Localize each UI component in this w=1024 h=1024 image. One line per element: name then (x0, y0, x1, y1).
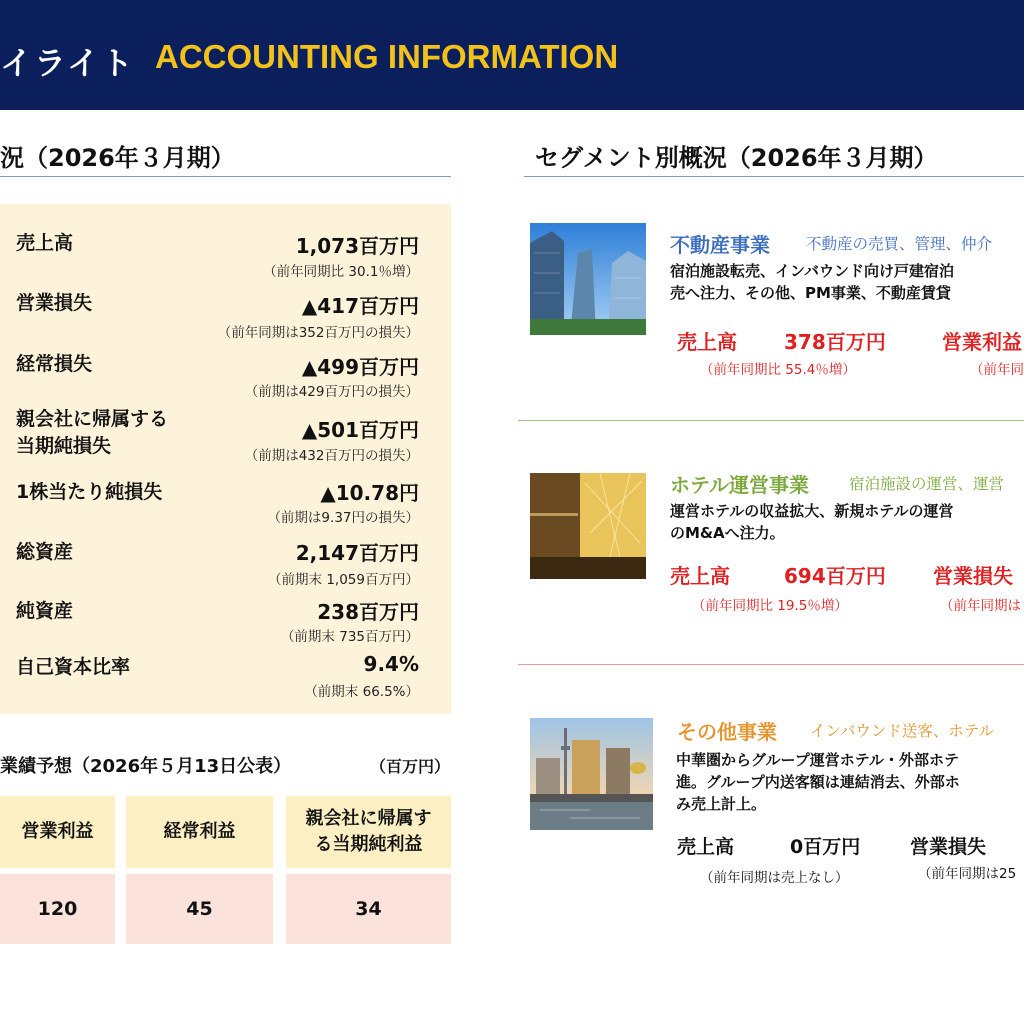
segment-other-sales-value: 0百万円 (790, 836, 861, 858)
row-equity-ratio-label: 自己資本比率 (16, 656, 131, 678)
segment-other-profit-note: （前年同期は25 (918, 866, 1017, 882)
row-operating-loss-label: 営業損失 (16, 292, 93, 314)
forecast-header-net (286, 796, 451, 868)
segment-other-sales-note: （前年同期は売上なし） (700, 870, 849, 886)
segment-divider-2 (518, 664, 1024, 665)
row-eps-label: 1株当たり純損失 (16, 481, 163, 503)
segment-real-estate-desc-line2: 売へ注力、その他、PM事業、不動産賃貸 (670, 284, 951, 302)
segment-hotel-sales-note: （前年同期比 19.5％増） (692, 598, 848, 614)
segment-hotel-subtitle: 宿泊施設の運営、運営 (849, 475, 1005, 493)
row-net-loss-label-2: 当期純損失 (16, 435, 112, 457)
segment-hotel-sales-label: 売上高 (670, 564, 730, 588)
forecast-header-net-line1: 親会社に帰属す (305, 808, 432, 829)
segment-real-estate-name: 不動産事業 (670, 233, 770, 257)
segment-other-desc-line3: み売上計上。 (676, 795, 767, 813)
segment-other-desc-line2: 進。グループ内送客額は連結消去、外部ホ (676, 773, 960, 791)
segment-real-estate-description (670, 260, 1024, 304)
segment-other-profit-label: 営業損失 (910, 836, 987, 858)
row-net-assets-label: 純資産 (16, 600, 74, 622)
row-sales-value: 1,073百万円 (295, 234, 419, 258)
summary-title-underline (0, 176, 451, 177)
row-eps-value: ▲10.78円 (320, 481, 419, 505)
segment-hotel-desc-line1: 運営ホテルの収益拡大、新規ホテルの運営 (670, 502, 954, 520)
row-operating-loss-value: ▲417百万円 (301, 294, 419, 318)
segment-real-estate-profit-label: 営業利益 (942, 330, 1022, 354)
segment-hotel-profit-note: （前年同期は (940, 598, 1021, 614)
forecast-header-operating-label: 営業利益 (21, 821, 94, 842)
row-sales-note: （前年同期比 30.1％増） (263, 264, 419, 280)
other-business-photo (530, 718, 653, 830)
row-operating-loss-note: （前年同期は352百万円の損失） (217, 325, 419, 341)
row-sales-label: 売上高 (16, 232, 74, 254)
segment-hotel-sales-value: 694百万円 (784, 564, 886, 588)
segments-title: セグメント別概況（2026年３月期） (535, 144, 938, 172)
segment-other-sales-label: 売上高 (677, 836, 735, 858)
forecast-title: 業績予想（2026年５月13日公表） (0, 756, 292, 777)
row-ordinary-loss-note: （前期は429百万円の損失） (244, 384, 419, 400)
forecast-header-ordinary (126, 796, 273, 868)
header-title-en: ACCOUNTING INFORMATION (155, 38, 619, 75)
row-net-assets-note: （前期末 735百万円） (280, 629, 419, 645)
row-net-assets-value: 238百万円 (317, 600, 419, 624)
forecast-value-ordinary: 45 (126, 874, 273, 944)
row-total-assets-label: 総資産 (16, 541, 74, 563)
forecast-unit: （百万円） (369, 757, 450, 776)
forecast-header-ordinary-label: 経常利益 (163, 821, 236, 842)
row-eps-note: （前期は9.37円の損失） (267, 510, 419, 526)
segment-other-desc-line1: 中華圏からグループ運営ホテル・外部ホテ (676, 751, 960, 769)
segment-real-estate-profit-note: （前年同 (970, 362, 1024, 378)
segment-real-estate-sales-value: 378百万円 (784, 330, 886, 354)
forecast-value-operating: 120 (0, 874, 115, 944)
segment-hotel-desc-line2: のM&Aへ注力。 (670, 524, 785, 542)
row-net-loss-note: （前期は432百万円の損失） (244, 448, 419, 464)
row-equity-ratio-value: 9.4% (363, 652, 419, 676)
real-estate-photo (530, 223, 646, 335)
segment-real-estate-sales-label: 売上高 (677, 330, 737, 354)
segment-hotel-description (670, 500, 1024, 544)
row-equity-ratio-note: （前期末 66.5%） (304, 684, 419, 700)
segments-title-underline (524, 176, 1024, 177)
forecast-value-net: 34 (286, 874, 451, 944)
segment-hotel-profit-label: 営業損失 (933, 564, 1013, 588)
forecast-header-operating (0, 796, 115, 868)
segment-other-description (676, 749, 1024, 815)
row-total-assets-note: （前期末 1,059百万円） (268, 572, 419, 588)
summary-panel (0, 204, 451, 714)
segment-divider-1 (518, 420, 1024, 421)
summary-title: 況（2026年３月期） (0, 144, 235, 172)
hotel-photo (530, 473, 646, 579)
segment-real-estate-subtitle: 不動産の売買、管理、仲介 (806, 235, 993, 253)
segment-hotel-name: ホテル運営事業 (670, 473, 809, 497)
forecast-header-net-line2: る当期純利益 (314, 834, 423, 855)
segment-other-name: その他事業 (677, 720, 777, 744)
row-ordinary-loss-label: 経常損失 (16, 353, 93, 375)
segment-real-estate-desc-line1: 宿泊施設転売、インバウンド向け戸建宿泊 (670, 262, 954, 280)
row-ordinary-loss-value: ▲499百万円 (301, 355, 419, 379)
row-net-loss-value: ▲501百万円 (301, 418, 419, 442)
header-title-jp: イライト (0, 44, 136, 82)
segment-other-subtitle: インバウンド送客、ホテル (810, 722, 995, 740)
header-bar (0, 0, 1024, 110)
row-net-loss-label-1: 親会社に帰属する (16, 408, 169, 430)
segment-real-estate-sales-note: （前年同期比 55.4％増） (700, 362, 856, 378)
row-total-assets-value: 2,147百万円 (295, 541, 419, 565)
